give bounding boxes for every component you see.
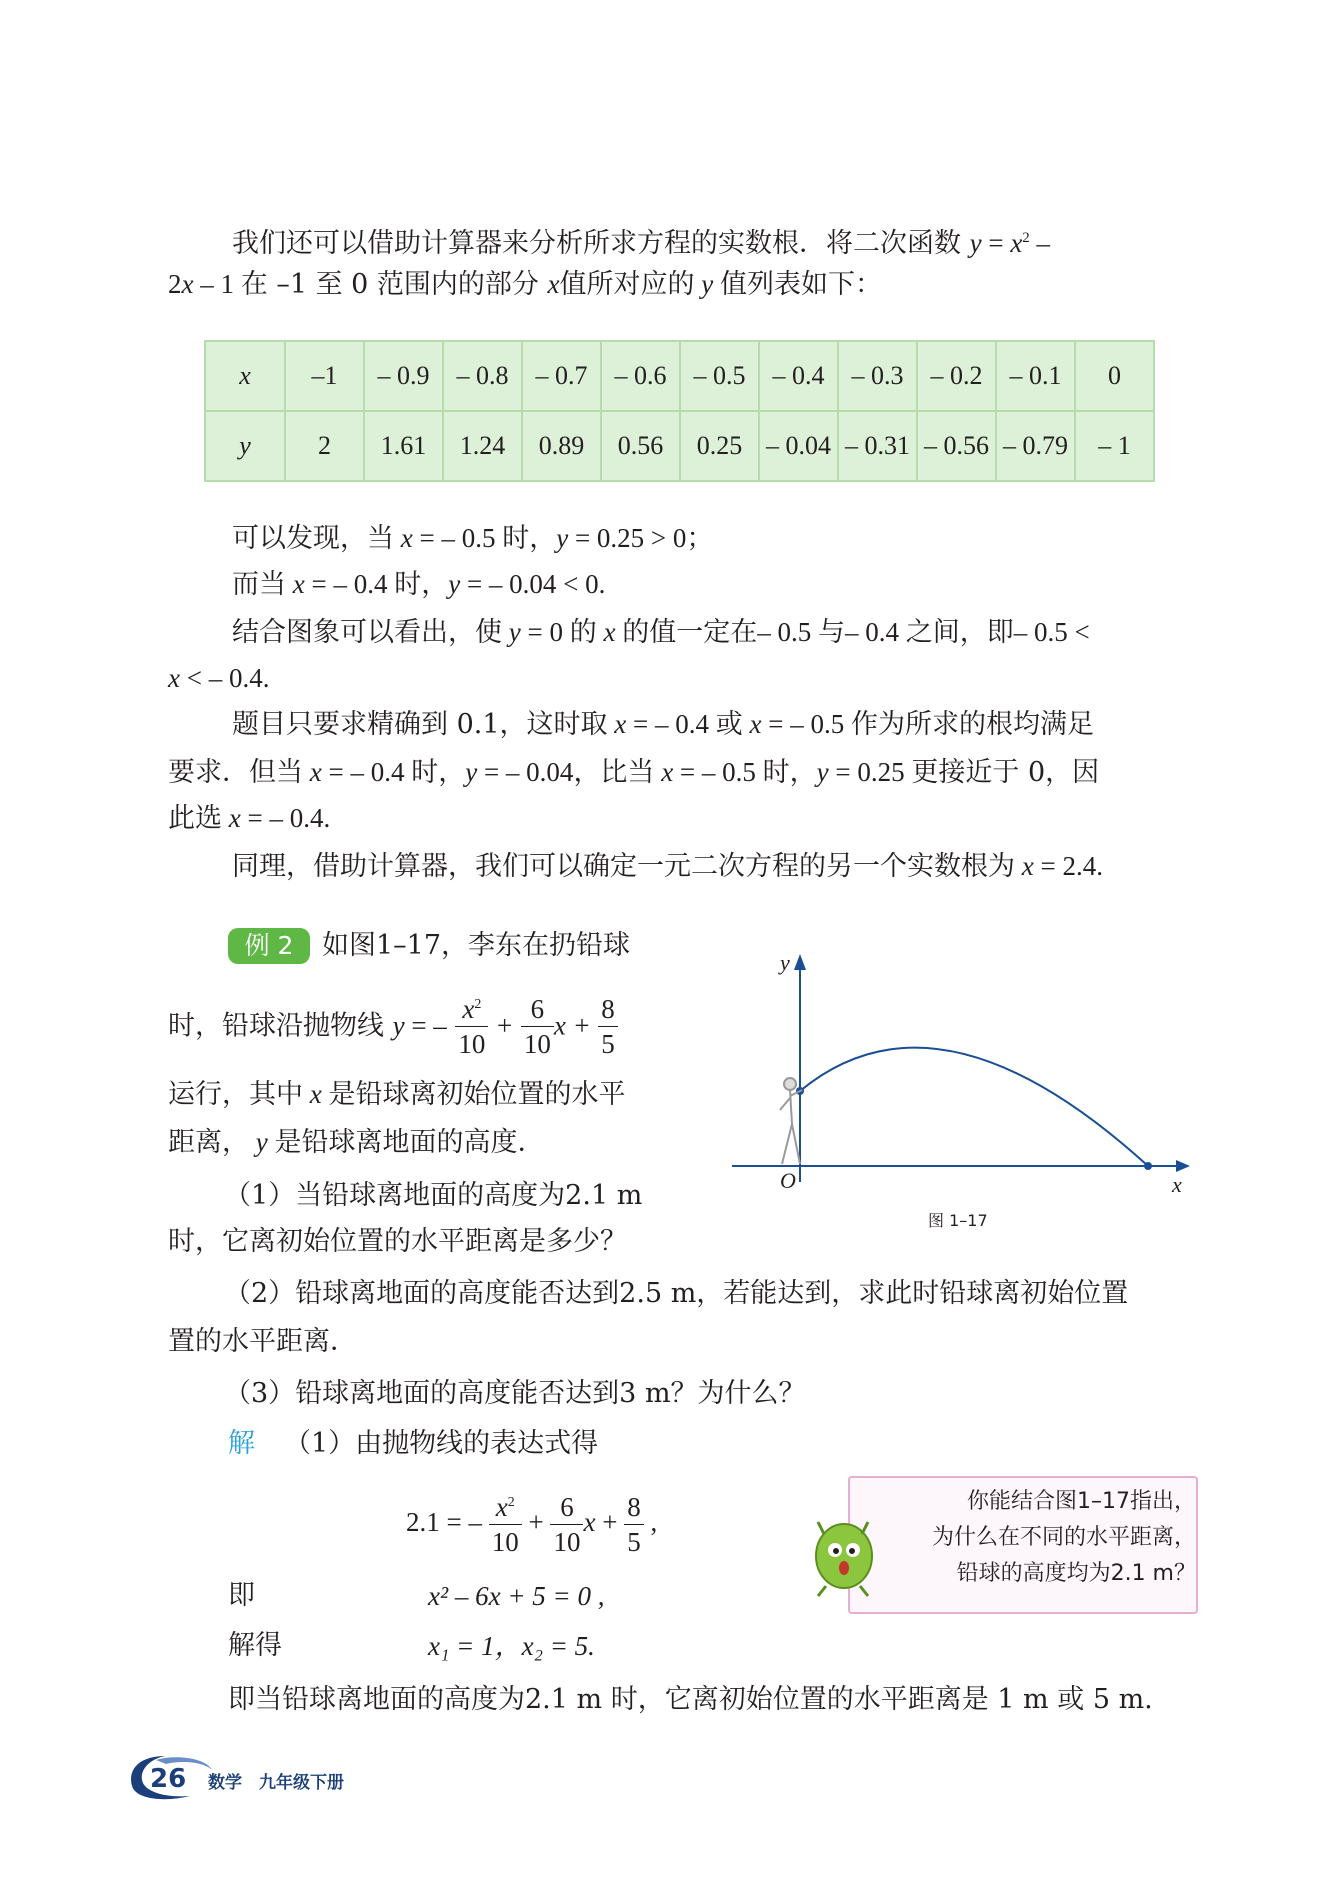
table-cell: 1.24: [443, 411, 522, 481]
solution-label: 解: [228, 1428, 255, 1459]
y-axis-label: y: [780, 950, 790, 975]
x-axis-arrow-icon: [1176, 1160, 1190, 1172]
analysis-line-2: 而当 x = – 0.4 时，y = – 0.04 < 0.: [232, 569, 606, 600]
parabola-curve: [800, 1048, 1148, 1166]
example-line-1: 如图1–17，李东在扔铅球: [322, 930, 631, 961]
intro-line-2: 2x – 1 在 –1 至 0 范围内的部分 x值所对应的 y 值列表如下：: [168, 269, 882, 300]
question-1a: （1）当铅球离地面的高度为2.1 m: [224, 1180, 643, 1211]
solution-conclusion: 即当铅球离地面的高度为2.1 m 时，它离初始位置的水平距离是 1 m 或 5 m.: [228, 1684, 1153, 1715]
value-table: [204, 340, 1155, 482]
question-3: （3）铅球离地面的高度能否达到3 m？为什么？: [224, 1378, 806, 1409]
table-cell: – 0.4: [759, 341, 838, 411]
example-line-2: 时，铅球沿抛物线 y = – $\frac{x^2}{10}$ + $\frac{6}{10}$ x + $\frac{8}{5}$: [168, 996, 618, 1058]
solution-equation-1: 2.1 = – $\frac{x^2}{10}$ + $\frac{6}{10}$ x + $\frac{8}{5}$ ,: [406, 1492, 658, 1557]
table-cell: – 0.5: [680, 341, 759, 411]
example-badge: 例 2: [228, 928, 310, 964]
figure-caption: 图 1–17: [928, 1211, 988, 1230]
intro-line-1: 我们还可以借助计算器来分析所求方程的实数根．将二次函数 $y = x^2$ –: [232, 228, 1051, 259]
example-line-3: 运行，其中 x 是铅球离初始位置的水平: [168, 1079, 626, 1110]
note-line-3: 铅球的高度均为2.1 m？: [956, 1561, 1196, 1586]
table-cell: 0: [1075, 341, 1154, 411]
solution-jiede-label: 解得: [228, 1630, 282, 1661]
origin-label: O: [780, 1168, 796, 1193]
note-line-1: 你能结合图1–17指出，: [967, 1489, 1196, 1514]
table-row-y: [205, 411, 1154, 481]
book-title: 数学 九年级下册: [208, 1773, 344, 1793]
y-axis-arrow-icon: [794, 954, 806, 970]
analysis-line-1: 可以发现，当 x = – 0.5 时，y = 0.25 > 0；: [232, 523, 714, 554]
analysis-line-7: 此选 x = – 0.4.: [168, 803, 331, 834]
table-cell: 0.56: [601, 411, 680, 481]
table-cell: – 0.1: [996, 341, 1075, 411]
table-cell: – 1: [1075, 411, 1154, 481]
solution-ji-label: 即: [228, 1580, 255, 1611]
table-cell: 1.61: [364, 411, 443, 481]
table-header-x: x: [205, 341, 285, 411]
table-row-x: [205, 341, 1154, 411]
analysis-line-3: 结合图象可以看出，使 y = 0 的 x 的值一定在– 0.5 与– 0.4 之间，即– 0.5 <: [232, 617, 1090, 648]
table-cell: 0.25: [680, 411, 759, 481]
analysis-line-4: x < – 0.4.: [168, 663, 270, 693]
question-2a: （2）铅球离地面的高度能否达到2.5 m，若能达到，求此时铅球离初始位置: [224, 1278, 1129, 1309]
table-cell: – 0.04: [759, 411, 838, 481]
table-cell: – 0.8: [443, 341, 522, 411]
page-number: 26: [150, 1764, 187, 1794]
analysis-line-8: 同理，借助计算器，我们可以确定一元二次方程的另一个实数根为 x = 2.4.: [232, 851, 1103, 882]
x-axis-label: x: [1172, 1172, 1182, 1197]
figure-1-17: [720, 944, 1200, 1234]
example-line-4: 距离， y 是铅球离地面的高度．: [168, 1127, 545, 1158]
table-cell: – 0.6: [601, 341, 680, 411]
table-cell: – 0.3: [838, 341, 917, 411]
table-cell: – 0.31: [838, 411, 917, 481]
analysis-line-6: 要求．但当 x = – 0.4 时，y = – 0.04，比当 x = – 0.5 时，y = 0.25 更接近于 0，因: [168, 757, 1100, 788]
note-line-2: 为什么在不同的水平距离，: [931, 1525, 1196, 1550]
thrower-figure-icon: [780, 1078, 802, 1164]
analysis-line-5: 题目只要求精确到 0.1，这时取 x = – 0.4 或 x = – 0.5 作为所求的根均满足: [232, 709, 1094, 740]
table-cell: 0.89: [522, 411, 601, 481]
table-cell: – 0.9: [364, 341, 443, 411]
table-cell: – 0.79: [996, 411, 1075, 481]
table-cell: –1: [285, 341, 364, 411]
question-2b: 置的水平距离．: [168, 1326, 357, 1357]
table-cell: – 0.56: [917, 411, 996, 481]
table-cell: – 0.2: [917, 341, 996, 411]
question-1b: 时，它离初始位置的水平距离是多少？: [168, 1226, 627, 1257]
landing-point: [1144, 1162, 1152, 1170]
solution-step-1: （1）由抛物线的表达式得: [284, 1428, 599, 1459]
mascot-icon: [804, 1510, 882, 1600]
table-cell: – 0.7: [522, 341, 601, 411]
solution-equation-2: x² – 6x + 5 = 0 ,: [428, 1581, 605, 1611]
table-cell: 2: [285, 411, 364, 481]
solution-roots: x₁ = 1，x₂ = 5.: [428, 1631, 595, 1661]
table-header-y: y: [205, 411, 285, 481]
